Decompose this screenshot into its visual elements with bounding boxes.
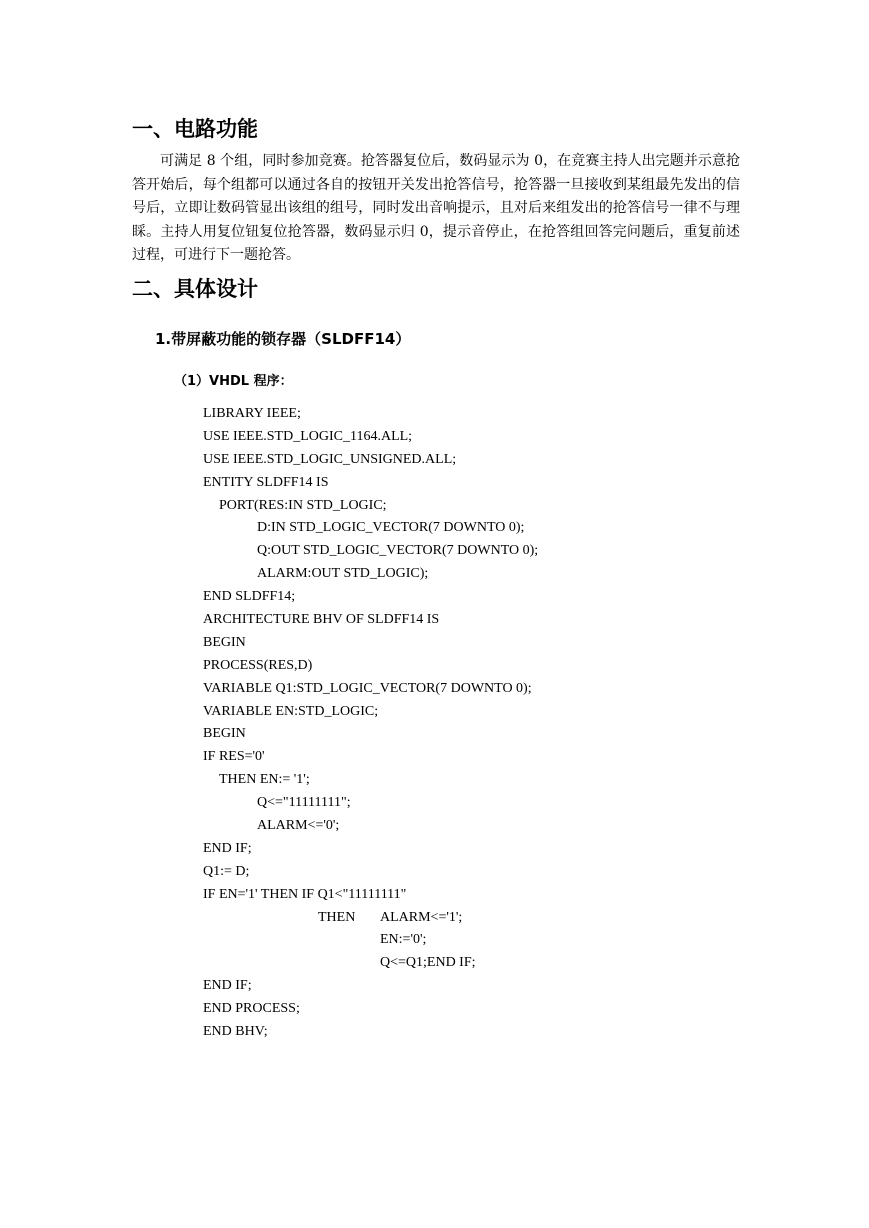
code-line: Q<=Q1;END IF; [380, 955, 476, 971]
code-line: ALARM:OUT STD_LOGIC); [257, 566, 429, 582]
code-line: ARCHITECTURE BHV OF SLDFF14 IS [203, 612, 440, 628]
code-line: USE IEEE.STD_LOGIC_UNSIGNED.ALL; [203, 451, 457, 467]
code-line: EN:='0'; [380, 932, 427, 948]
subsection-title-latch: 1.带屏蔽功能的锁存器（SLDFF14） [155, 330, 411, 348]
code-keyword-then: THEN [318, 909, 356, 925]
code-line: VARIABLE Q1:STD_LOGIC_VECTOR(7 DOWNTO 0); [203, 680, 532, 696]
code-line: END IF; [203, 978, 252, 994]
subsubsection-title-vhdl: （1）VHDL 程序： [174, 374, 293, 389]
code-line: BEGIN [203, 634, 246, 650]
code-line: END IF; [203, 840, 252, 856]
code-line: ALARM<='0'; [257, 818, 340, 834]
vhdl-code-block [0, 403, 869, 1044]
code-line: END SLDFF14; [203, 589, 296, 605]
code-line: LIBRARY IEEE; [203, 406, 301, 421]
code-line: ENTITY SLDFF14 IS [203, 474, 329, 490]
code-alarm-assign: ALARM<='1'; [380, 909, 463, 925]
code-line: PROCESS(RES,D) [203, 657, 313, 673]
code-line: USE IEEE.STD_LOGIC_1164.ALL; [203, 428, 413, 444]
code-line: PORT(RES:IN STD_LOGIC; [219, 497, 387, 513]
code-line: THEN EN:= '1'; [219, 772, 310, 788]
code-line: BEGIN [203, 726, 246, 742]
code-line: D:IN STD_LOGIC_VECTOR(7 DOWNTO 0); [257, 520, 525, 536]
code-line: END PROCESS; [203, 1001, 300, 1017]
code-line: IF RES='0' [203, 749, 265, 765]
code-line: Q:OUT STD_LOGIC_VECTOR(7 DOWNTO 0); [257, 543, 539, 559]
code-line: VARIABLE EN:STD_LOGIC; [203, 703, 379, 719]
code-line [0, 907, 869, 930]
code-line: IF EN='1' THEN IF Q1<"11111111" [203, 886, 407, 902]
circuit-function-paragraph: 可满足 8 个组，同时参加竞赛。抢答器复位后，数码显示为 0，在竞赛主持人出完题并示意抢答开始后，每个组都可以通过各自的按钮开关发出抢答信号，抢答器一旦接收到某组最先发出的信号后，立即让数码管显出该组的组号，同时发出音响提示，且对后来组发出的抢答信号一律不与理睬。主持人用复位钮复位抢答器，数码显示归 0，提示音停止，在抢答组回答完问题后，重复前述过程，可进行下一题抢答。 [132, 153, 740, 263]
code-line: END BHV; [203, 1024, 268, 1040]
code-line: Q1:= D; [203, 863, 250, 879]
code-line: Q<="11111111"; [257, 795, 351, 811]
section-title-detailed-design: 二、具体设计 [132, 277, 258, 301]
section-title-circuit-function: 一、电路功能 [132, 117, 258, 141]
